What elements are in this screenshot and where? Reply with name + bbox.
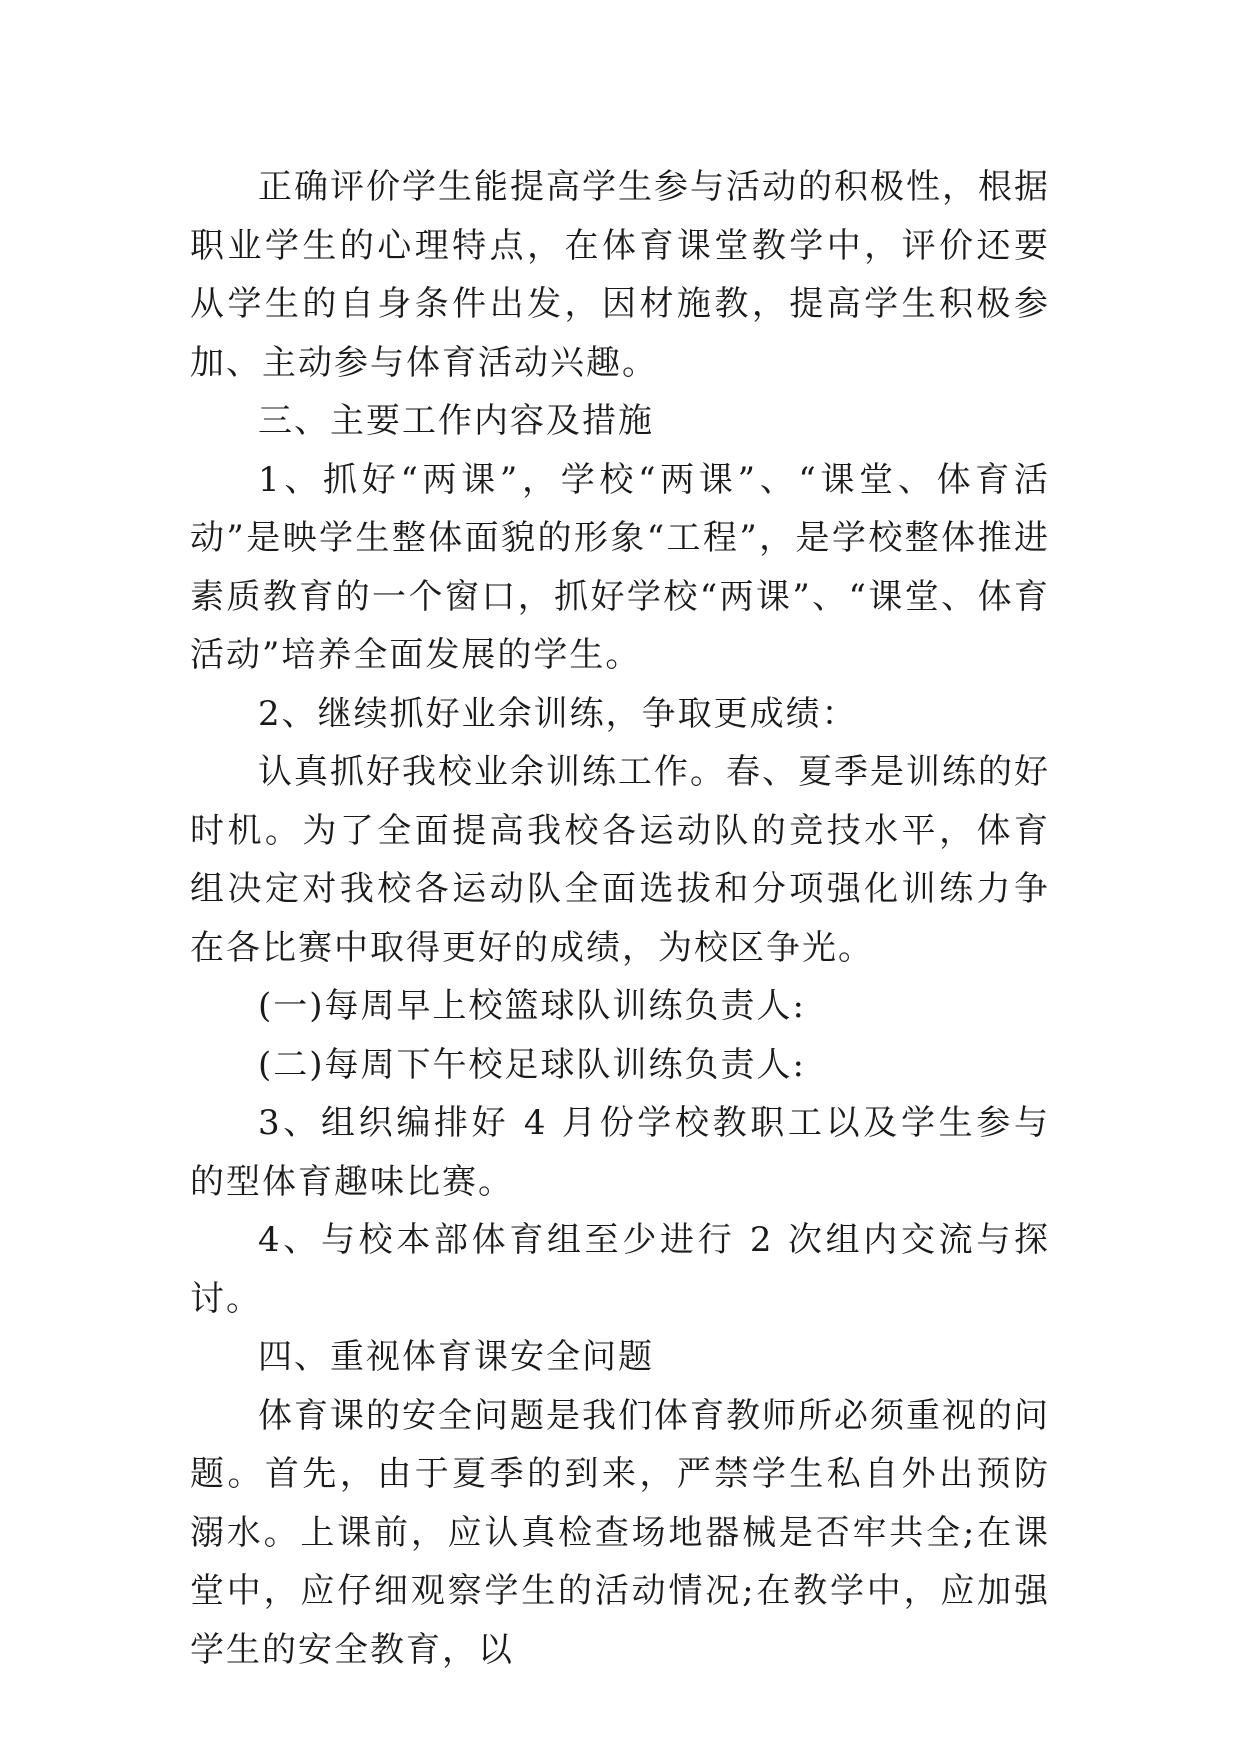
paragraph-amateur-training-title: 2、继续抓好业余训练，争取更成绩：	[258, 693, 858, 734]
paragraph-basketball-team: (一)每周早上校篮球队训练负责人:	[258, 986, 806, 1026]
paragraph-two-lessons: 1、抓好“两课”，学校“两课”、“课堂、体育活动”是映学生整体面貌的形象“工程”，是学校整体推进素质教育的一个窗口，抓好学校“两课”、“课堂、体育活动”培养全面发展的学生。	[190, 459, 1050, 675]
heading-safety: 四、重视体育课安全问题	[258, 1337, 654, 1377]
paragraph-evaluation: 正确评价学生能提高学生参与活动的积极性，根据职业学生的心理特点，在体育课堂教学中，评价还要从学生的自身条件出发，因材施教，提高学生积极参加、主动参与体育活动兴趣。	[190, 167, 1050, 383]
paragraph-football-team: (二)每周下午校足球队训练负责人:	[258, 1044, 806, 1085]
paragraph-competition: 3、组织编排好 4 月份学校教职工以及学生参与的型体育趣味比赛。	[190, 1103, 1050, 1202]
heading-main-work: 三、主要工作内容及措施	[258, 401, 654, 441]
document-body	[190, 158, 1050, 1679]
paragraph-exchange: 4、与校本部体育组至少进行 2 次组内交流与探讨。	[190, 1220, 1050, 1319]
paragraph-amateur-training: 认真抓好我校业余训练工作。春、夏季是训练的好时机。为了全面提高我校各运动队的竞技水平，体育组决定对我校各运动队全面选拔和分项强化训练力争在各比赛中取得更好的成绩，为校区争光。	[190, 752, 1050, 968]
paragraph-safety: 体育课的安全问题是我们体育教师所必须重视的问题。首先，由于夏季的到来，严禁学生私自外出预防溺水。上课前，应认真检查场地器械是否牢共全;在课堂中，应仔细观察学生的活动情况;在教学中，应加强学生的安全教育，以	[190, 1395, 1050, 1670]
